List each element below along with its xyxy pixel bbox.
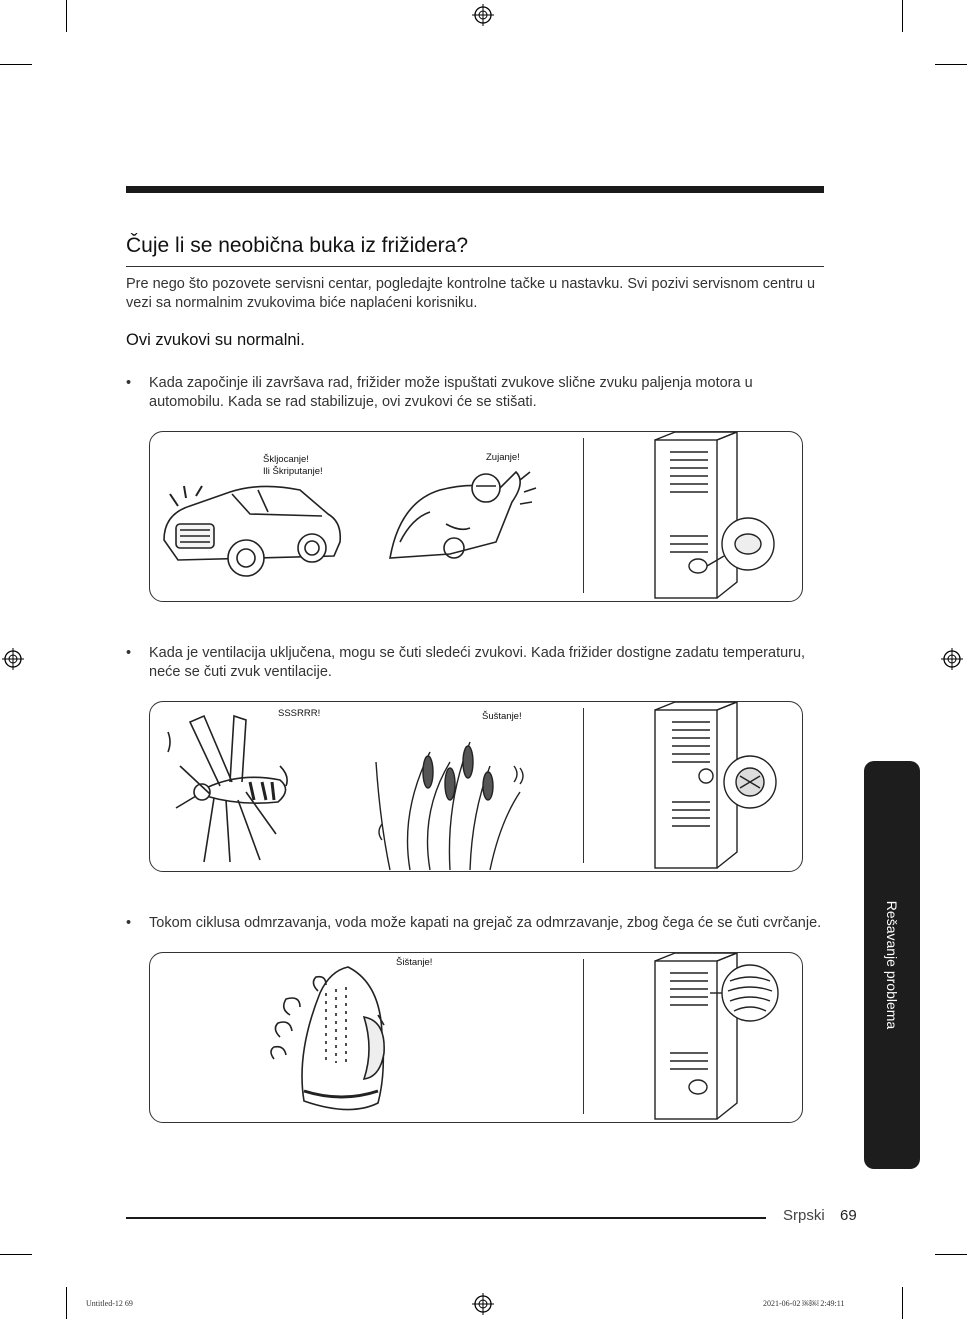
crop-mark	[0, 1254, 32, 1255]
bullet-dot: •	[126, 915, 132, 931]
bullet-dot: •	[126, 645, 132, 661]
illustration-panel-defrost	[149, 952, 803, 1123]
panel-divider	[583, 438, 584, 593]
registration-mark-icon	[472, 1293, 494, 1315]
sound-label: SSSRRR!	[278, 708, 321, 719]
bullet-item	[126, 374, 826, 412]
bullet-dot: •	[126, 375, 132, 391]
iron-steam-illustration	[150, 953, 802, 1122]
section-tab	[864, 761, 920, 1169]
sound-label: Ili Škriputanje!	[263, 466, 323, 477]
crop-mark	[0, 64, 32, 65]
bullet-text: Kada započinje ili završava rad, frižider može ispuštati zvukove slične zvuku paljenja motora u automobilu. Kada se rad stabilizuje, ovi zvukovi će se stišati.	[149, 375, 753, 410]
bullet-item	[126, 644, 826, 682]
title-rule	[126, 266, 824, 267]
crop-mark	[66, 1287, 67, 1319]
bullet-text: Tokom ciklusa odmrzavanja, voda može kapati na grejač za odmrzavanje, zbog čega će se čuti cvrčanje.	[149, 915, 822, 931]
car-motorcycle-illustration	[150, 432, 802, 601]
bullet-text: Kada je ventilacija uključena, mogu se čuti sledeći zvukovi. Kada frižider dostigne zadatu temperaturu, neće se čuti zvuk ventilacije.	[149, 645, 806, 680]
section-tab-label: Rešavanje problema	[884, 900, 900, 1030]
sound-label: Zujanje!	[486, 452, 520, 463]
panel-divider	[583, 959, 584, 1114]
sound-label: Šištanje!	[396, 957, 433, 968]
crop-mark	[935, 1254, 967, 1255]
crop-mark	[902, 1287, 903, 1319]
illustration-panel-startup	[149, 431, 803, 602]
registration-mark-icon	[472, 4, 494, 26]
sound-label: Šuštanje!	[482, 711, 522, 722]
language-label: Srpski	[783, 1207, 825, 1224]
crop-mark	[902, 0, 903, 32]
panel-divider	[583, 708, 584, 863]
crop-mark	[66, 0, 67, 32]
bullet-item	[126, 914, 826, 933]
mosquito-reeds-illustration	[150, 702, 802, 871]
print-timestamp: 2021-06-02 ￼￼ 2:49:11	[763, 1299, 845, 1308]
page-number: 69	[840, 1207, 857, 1224]
print-file-info: Untitled-12 69	[86, 1299, 133, 1308]
sound-label: Škljocanje!	[263, 454, 309, 465]
section-subtitle: Ovi zvukovi su normalni.	[126, 331, 305, 349]
footer-rule	[126, 1217, 766, 1219]
crop-mark	[935, 64, 967, 65]
intro-paragraph: Pre nego što pozovete servisni centar, pogledajte kontrolne tačke u nastavku. Svi pozivi servisnom centru u vezi sa normalnim zvukovima biće naplaćeni korisniku.	[126, 276, 816, 311]
header-rule	[126, 186, 824, 193]
registration-mark-icon	[2, 648, 24, 670]
registration-mark-icon	[941, 648, 963, 670]
illustration-panel-fan	[149, 701, 803, 872]
page-title: Čuje li se neobična buka iz frižidera?	[126, 234, 469, 257]
